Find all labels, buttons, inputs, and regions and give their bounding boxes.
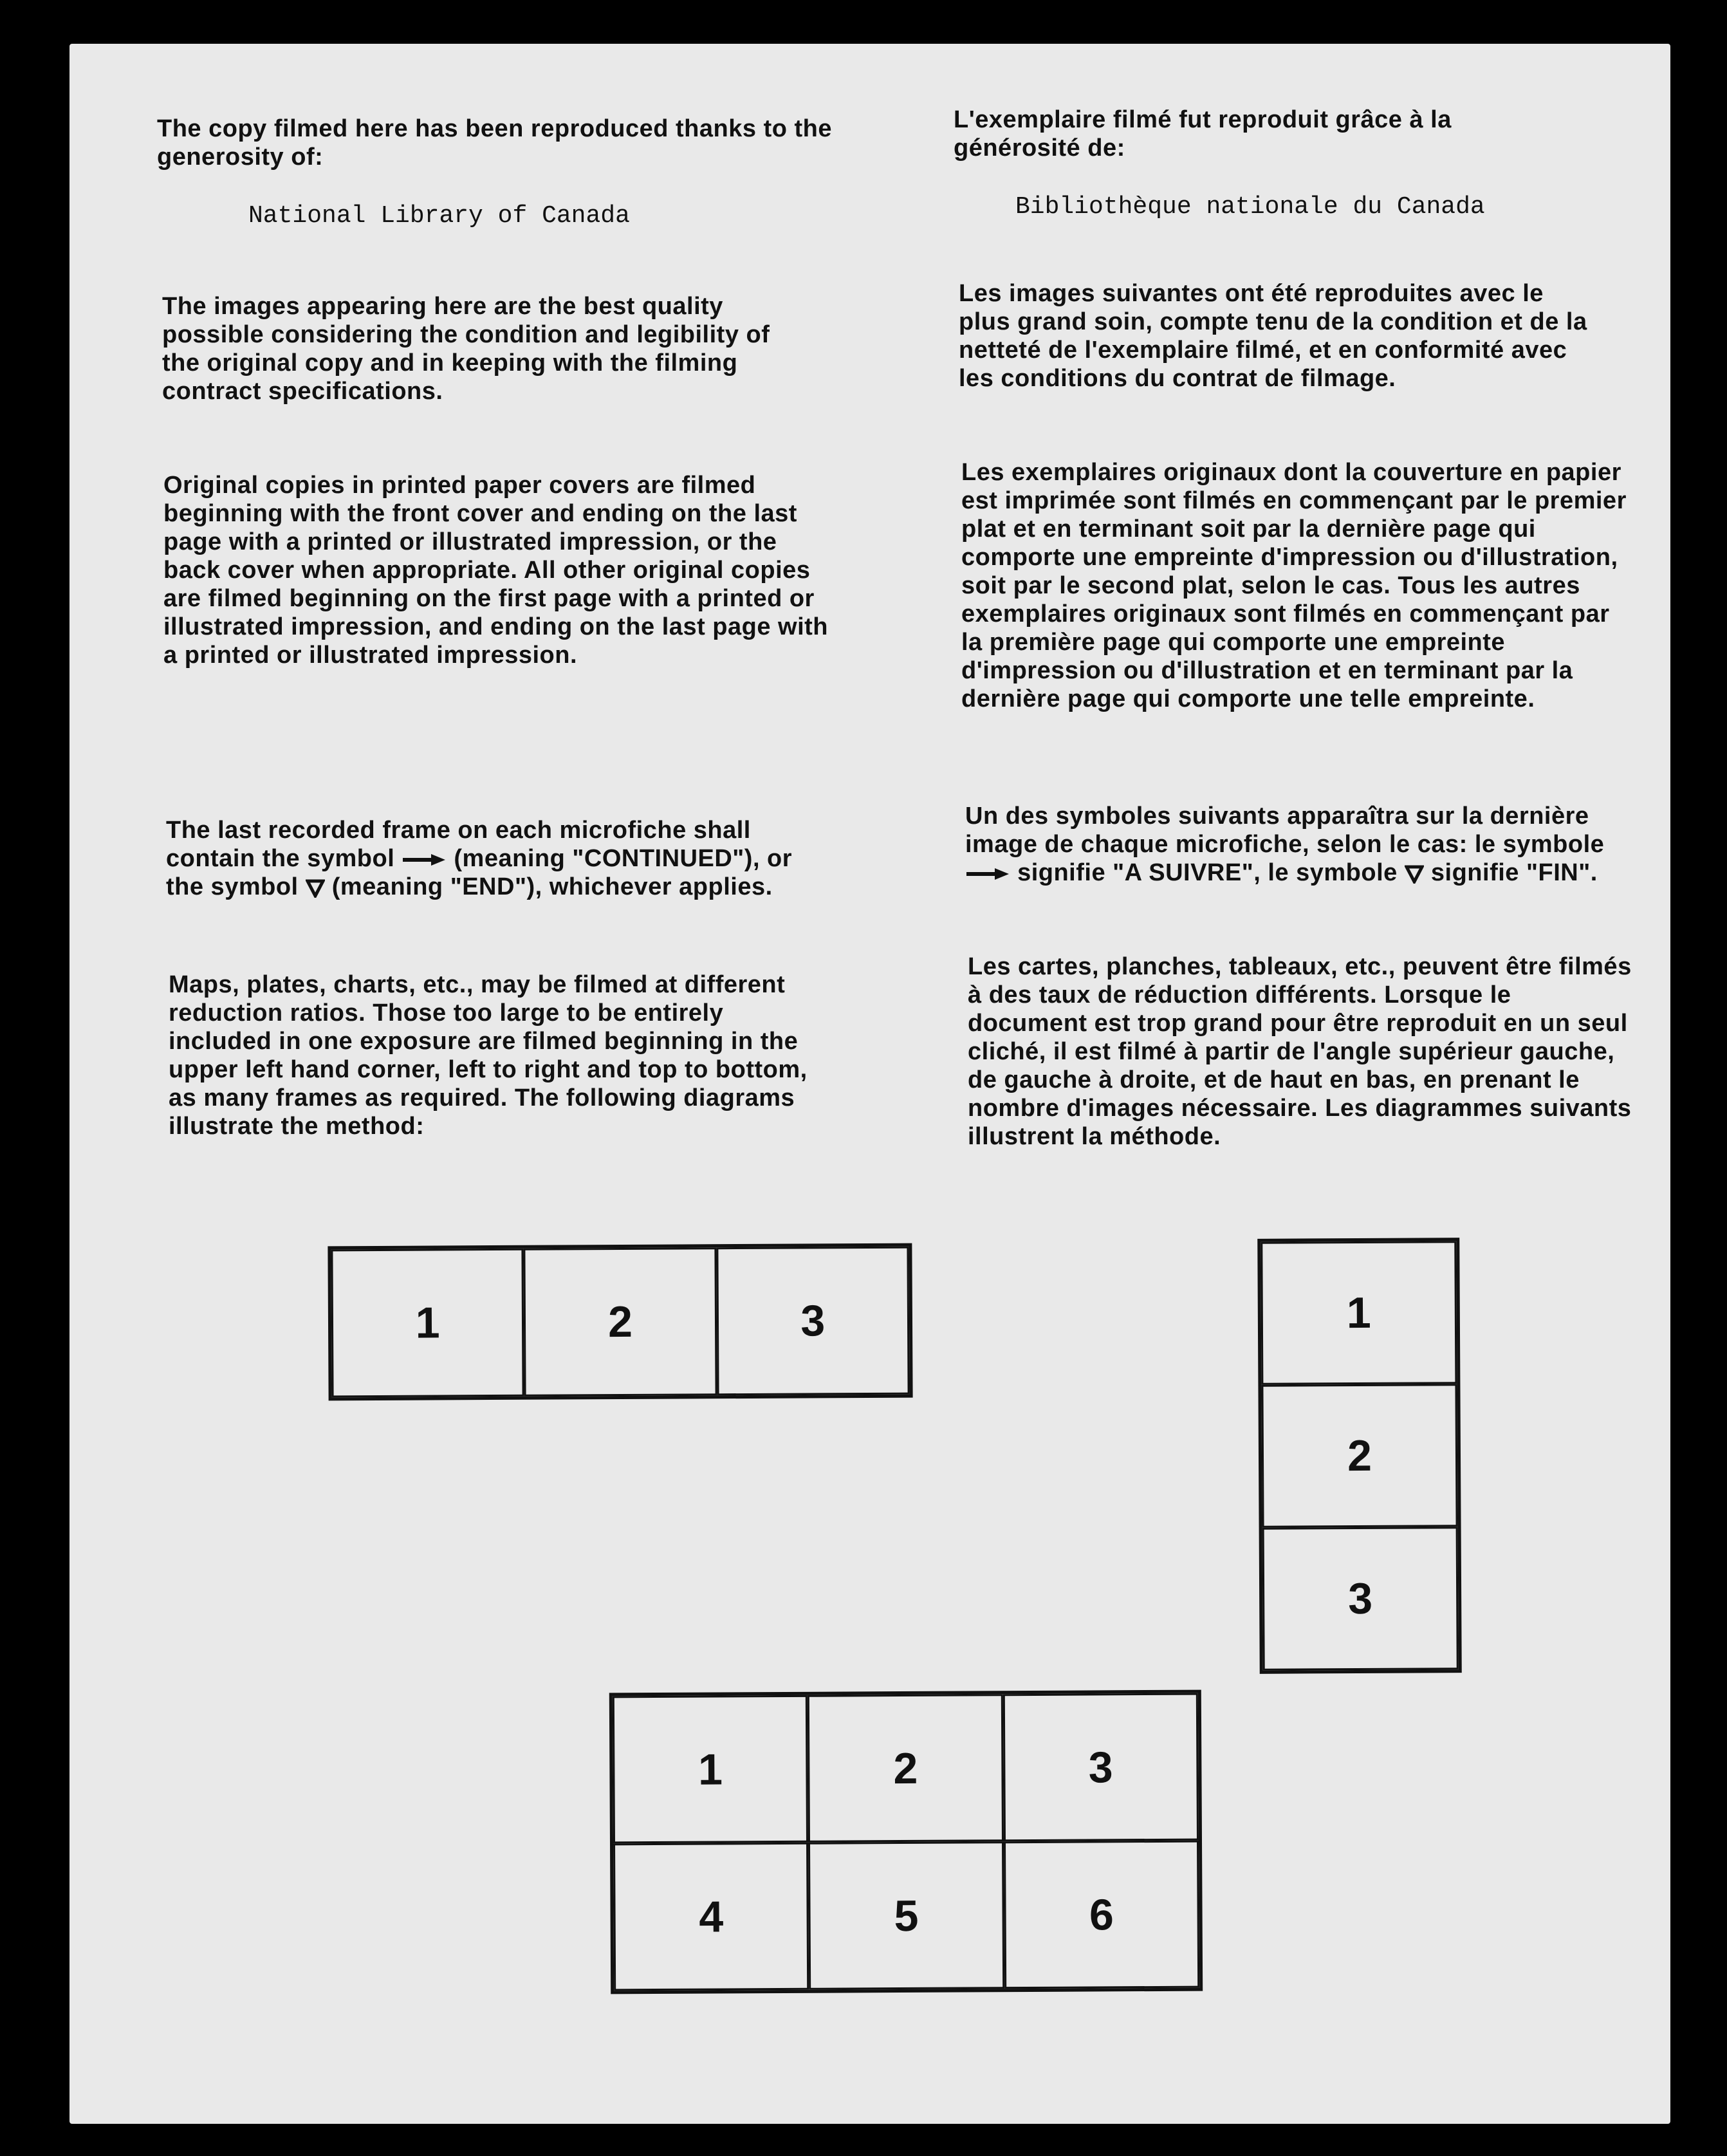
column-diagram: [1257, 1238, 1462, 1674]
fin-triangle-icon: [1405, 864, 1424, 884]
grid-diagram: [609, 1690, 1203, 1994]
french-intro: L'exemplaire filmé fut reproduit grâce à la générosité de:: [954, 106, 1452, 162]
grid-frame: 2: [808, 1694, 1004, 1843]
french-quality-paragraph: [959, 279, 1602, 393]
french-quality-text: Les images suivantes ont été reproduites avec le plus grand soin, compte tenu de la condition et de la netteté de l'exemplaire filmé, et en conformité avec les conditions du contrat de filmage.: [959, 280, 1587, 392]
continued-arrow-icon: [402, 853, 447, 867]
english-symbols-part-c: (meaning "END"), whichever applies.: [331, 873, 773, 900]
a-suivre-arrow-icon: [965, 867, 1010, 881]
microfiche-target-page: [69, 44, 1670, 2124]
english-institution: National Library of Canada: [248, 202, 630, 230]
french-column: [954, 106, 1533, 162]
english-quality-paragraph: [162, 292, 806, 405]
english-symbols-part-a: The last recorded frame on each microfiche shall contain the symbol: [166, 817, 751, 872]
grid-frame: 3: [1002, 1693, 1199, 1842]
french-originals-paragraph: [961, 458, 1630, 713]
column-frame: 2: [1261, 1384, 1457, 1528]
english-symbols-text: [166, 816, 809, 901]
english-originals-paragraph: [163, 471, 839, 669]
english-maps-paragraph: [169, 971, 818, 1140]
french-institution: Bibliothèque nationale du Canada: [1015, 193, 1485, 221]
french-symbols-part-a: Un des symboles suivants apparaîtra sur la dernière image de chaque microfiche, selon le cas: le symbole: [965, 803, 1605, 858]
row-diagram: [328, 1243, 912, 1401]
french-symbols-part-b: signifie "A SUIVRE", le symbole: [1017, 859, 1398, 886]
french-symbols-part-c: signifie "FIN".: [1430, 859, 1598, 886]
english-symbols-part-b: (meaning "CONTINUED"), or the symbol: [166, 845, 793, 900]
grid-frame: 6: [1004, 1841, 1200, 1989]
french-symbols-text: [965, 802, 1609, 887]
grid-frame: 1: [613, 1695, 809, 1844]
english-maps-text: Maps, plates, charts, etc., may be filmed at different reduction ratios. Those too large to be entirely included in one exposure are filmed beginning in the upper left hand corner, left to right and top to bottom, as many frames as required. The following diagrams illustrate the method:: [169, 971, 808, 1140]
french-originals-text: Les exemplaires originaux dont la couverture en papier est imprimée sont filmés en commençant par le premier plat et en terminant soit par la dernière page qui comporte une empreinte d'impression ou d'illustration, soit par le second plat, selon le cas. Tous les autres exemplaires originaux sont filmés en commençant par la première page qui comporte une empreinte d'impression ou d'illustration et en terminant par la dernière page qui comporte une telle empreinte.: [961, 459, 1627, 712]
end-triangle-icon: [306, 878, 325, 898]
grid-frame: 5: [808, 1841, 1004, 1990]
column-frame: 3: [1262, 1527, 1459, 1671]
english-intro: The copy filmed here has been reproduced thanks to the generosity of:: [157, 115, 832, 171]
grid-frame: 4: [613, 1843, 809, 1991]
french-symbols-paragraph: [965, 802, 1609, 887]
french-maps-paragraph: [968, 953, 1637, 1151]
row-frame: 2: [524, 1247, 717, 1397]
english-symbols-paragraph: [166, 816, 809, 901]
english-column: [157, 115, 884, 171]
english-originals-text: Original copies in printed paper covers are filmed beginning with the front cover and ending on the last page with a printed or illustrated impression, or the back cover when appropriate. All other original copies are filmed beginning on the first page with a printed or illustrated impression, and ending on the last page with a printed or illustrated impression.: [163, 472, 829, 669]
english-quality-text: The images appearing here are the best quality possible considering the condition and legibility of the original copy and in keeping with the filming contract specifications.: [162, 293, 770, 405]
french-maps-text: Les cartes, planches, tableaux, etc., peuvent être filmés à des taux de réduction différents. Lorsque le document est trop grand pour être reproduit en un seul cliché, il est filmé à partir de l'angle supérieur gauche, de gauche à droite, et de haut en bas, en prenant le nombre d'images nécessaire. Les diagrammes suivants illustrent la méthode.: [968, 953, 1632, 1150]
row-frame: 3: [716, 1247, 910, 1396]
row-frame: 1: [331, 1249, 524, 1398]
column-frame: 1: [1261, 1241, 1457, 1385]
